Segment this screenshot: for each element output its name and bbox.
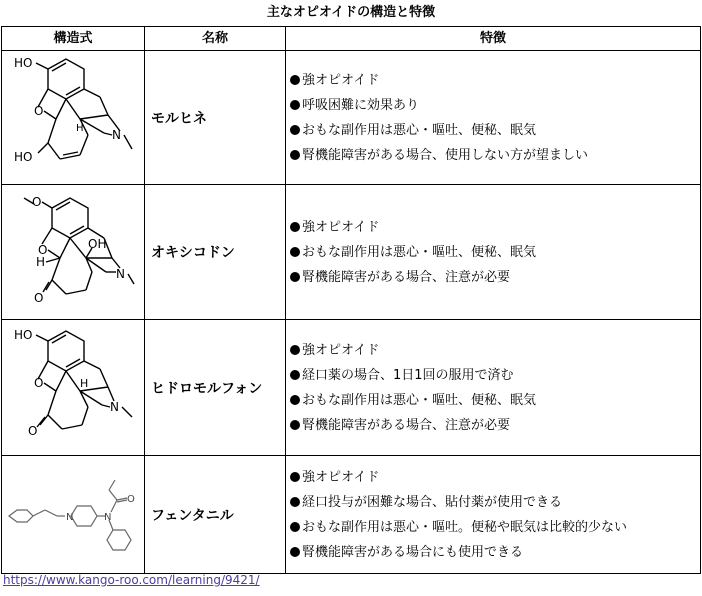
feature-text: 腎機能障害がある場合にも使用できる bbox=[302, 544, 524, 560]
header-structure: 構造式 bbox=[2, 27, 145, 51]
oxycodone-nitrogen-label: N bbox=[116, 266, 125, 281]
drug-name: モルヒネ bbox=[145, 51, 286, 185]
page-title: 主なオピオイドの構造と特徴 bbox=[266, 5, 436, 20]
bullet-icon bbox=[290, 497, 300, 507]
source-link[interactable]: https://www.kango-roo.com/learning/9421/ bbox=[3, 573, 260, 587]
feature-item bbox=[290, 93, 700, 118]
bullet-icon bbox=[290, 100, 300, 110]
feature-item bbox=[290, 490, 700, 515]
feature-text: 腎機能障害がある場合、注意が必要 bbox=[302, 417, 511, 433]
feature-item bbox=[290, 118, 700, 143]
feature-text: 呼吸困難に効果あり bbox=[302, 97, 420, 113]
feature-text: おもな副作用は悪心・嘔吐、便秘、眠気 bbox=[302, 244, 537, 260]
features-cell bbox=[286, 185, 701, 320]
features-cell bbox=[286, 51, 701, 185]
table-row bbox=[2, 456, 701, 574]
feature-text: 経口投与が困難な場合、貼付薬が使用できる bbox=[302, 494, 563, 510]
oxycodone-methoxy-label: O bbox=[32, 194, 42, 209]
feature-item bbox=[290, 388, 700, 413]
feature-text: 強オピオイド bbox=[302, 72, 380, 88]
bullet-icon bbox=[290, 75, 300, 85]
structure-cell bbox=[2, 456, 145, 574]
features-cell bbox=[286, 456, 701, 574]
hydromorphone-hydrogen-label: H bbox=[80, 377, 89, 390]
feature-list bbox=[290, 465, 700, 565]
oxycodone-oxygen-label: O bbox=[38, 242, 48, 257]
morphine-hydroxy-top-label: HO bbox=[14, 56, 33, 70]
morphine-hydrogen-label: H bbox=[76, 123, 84, 134]
table-row bbox=[2, 320, 701, 456]
fentanyl-structure-image bbox=[5, 470, 141, 560]
feature-list bbox=[290, 68, 700, 168]
bullet-icon bbox=[290, 522, 300, 532]
bullet-icon bbox=[290, 150, 300, 160]
hydromorphone-nitrogen-label: N bbox=[110, 400, 119, 414]
feature-item bbox=[290, 465, 700, 490]
bullet-icon bbox=[290, 420, 300, 430]
feature-text: 腎機能障害がある場合、使用しない方が望ましい bbox=[302, 147, 589, 163]
bullet-icon bbox=[290, 125, 300, 135]
table-row bbox=[2, 51, 701, 185]
bullet-icon bbox=[290, 370, 300, 380]
oxycodone-hydrogen-label: H bbox=[36, 254, 46, 269]
structure-cell bbox=[2, 185, 145, 320]
header-features: 特徴 bbox=[286, 27, 701, 51]
bullet-icon bbox=[290, 222, 300, 232]
feature-item bbox=[290, 143, 700, 168]
drug-name: ヒドロモルフォン bbox=[145, 320, 286, 456]
feature-text: 強オピオイド bbox=[302, 469, 380, 485]
feature-text: おもな副作用は悪心・嘔吐、便秘、眠気 bbox=[302, 392, 537, 408]
bullet-icon bbox=[290, 547, 300, 557]
fentanyl-oxygen-label: O bbox=[127, 493, 135, 505]
morphine-nitrogen-label: N bbox=[112, 128, 121, 142]
oxycodone-ketone-label: O bbox=[34, 290, 44, 305]
feature-text: 強オピオイド bbox=[302, 219, 380, 235]
feature-item bbox=[290, 265, 700, 290]
feature-item bbox=[290, 363, 700, 388]
header-name: 名称 bbox=[145, 27, 286, 51]
morphine-oxygen-label: O bbox=[34, 104, 44, 118]
hydromorphone-hydroxy-label: HO bbox=[14, 328, 33, 342]
feature-item bbox=[290, 240, 700, 265]
morphine-hydroxy-bottom-label: HO bbox=[14, 150, 33, 164]
fentanyl-nitrogen-ring-label: N bbox=[66, 511, 74, 523]
bullet-icon bbox=[290, 472, 300, 482]
feature-text: 腎機能障害がある場合、注意が必要 bbox=[302, 269, 511, 285]
feature-list bbox=[290, 215, 700, 290]
feature-item bbox=[290, 215, 700, 240]
oxycodone-hydroxyl-label: OH bbox=[88, 236, 107, 251]
feature-text: 強オピオイド bbox=[302, 342, 380, 358]
hydromorphone-oxygen-label: O bbox=[34, 376, 44, 390]
bullet-icon bbox=[290, 247, 300, 257]
structure-cell bbox=[2, 51, 145, 185]
bullet-icon bbox=[290, 395, 300, 405]
feature-list bbox=[290, 338, 700, 438]
hydromorphone-structure-image bbox=[8, 325, 138, 450]
opioid-table bbox=[1, 26, 701, 574]
feature-item bbox=[290, 413, 700, 438]
table-header-row bbox=[2, 27, 701, 51]
table-row bbox=[2, 185, 701, 320]
feature-item bbox=[290, 68, 700, 93]
feature-item bbox=[290, 515, 700, 540]
feature-item bbox=[290, 540, 700, 565]
hydromorphone-ketone-label: O bbox=[28, 424, 38, 438]
feature-text: 経口薬の場合、1日1回の服用で済む bbox=[302, 367, 514, 383]
feature-item bbox=[290, 338, 700, 363]
drug-name: オキシコドン bbox=[145, 185, 286, 320]
structure-cell bbox=[2, 320, 145, 456]
features-cell bbox=[286, 320, 701, 456]
bullet-icon bbox=[290, 272, 300, 282]
morphine-structure-image bbox=[8, 55, 138, 180]
drug-name: フェンタニル bbox=[145, 456, 286, 574]
fentanyl-nitrogen-amide-label: N bbox=[104, 511, 112, 523]
feature-text: おもな副作用は悪心・嘔吐。便秘や眠気は比較的少ない bbox=[302, 519, 628, 535]
bullet-icon bbox=[290, 345, 300, 355]
feature-text: おもな副作用は悪心・嘔吐、便秘、眠気 bbox=[302, 122, 537, 138]
oxycodone-structure-image bbox=[8, 190, 138, 315]
